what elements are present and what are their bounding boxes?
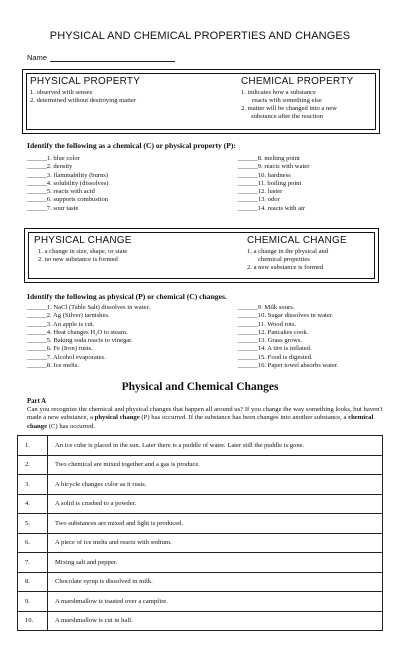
question-2: Identify the following as physical (P) or chemical (C) changes. [27,292,227,301]
table-row [18,494,383,514]
part-instructions [27,406,383,431]
list-item[interactable]: ______14. A tire is inflated. [238,345,312,353]
physical-change-term: physical change [94,414,140,422]
list-item[interactable]: ______12. Pancakes cook. [238,328,309,336]
list-item[interactable]: ______15. Food is digested. [238,353,313,361]
row-number: 2. [18,455,48,475]
table-row [18,533,383,553]
list-item[interactable]: ______8. Ice melts. [27,362,80,370]
list-item[interactable]: ______9. Milk sours. [238,304,295,311]
row-number: 1. [18,436,48,456]
chemical-property-item: substance after the reaction [251,113,323,121]
row-number: 7. [18,553,48,573]
page-title: PHYSICAL AND CHEMICAL PROPERTIES AND CHANGES [49,30,351,42]
physical-property-heading: PHYSICAL PROPERTY [30,76,141,87]
list-item[interactable]: ______7. sour taste [27,204,79,212]
table-row [18,455,383,475]
section-title: Physical and Chemical Changes [121,381,279,393]
table-row [18,592,383,612]
row-statement: An ice cube is placed in the sun. Later there is a puddle of water. Later still the puddle is gone. [48,436,383,456]
part-label: Part A [27,398,47,405]
row-statement: A piece of ice melts and reacts with sodium. [48,533,383,553]
name-field[interactable] [27,53,175,62]
chemical-property-heading: CHEMICAL PROPERTY [241,76,354,87]
table-row [18,611,383,631]
list-item[interactable]: ______13. odor [238,196,280,204]
property-list-left [27,155,109,213]
list-item[interactable]: ______5. reacts with acid [27,188,95,196]
list-item[interactable]: ______13. Grass grows. [238,337,303,345]
list-item[interactable]: ______9. reacts with water [238,163,310,171]
row-statement: Two substances are mixed and light is produced. [48,514,383,534]
row-statement: Two chemical are mixed together and a gas is produce. [48,455,383,475]
chemical-property-item: 2. matter will be changed into a new [241,105,337,113]
list-item[interactable]: ______6. Fe (Iron) rusts. [27,345,93,353]
row-statement: A marshmallow is toasted over a campfire. [48,592,383,612]
row-number: 4. [18,494,48,514]
row-statement: Mixing salt and pepper. [48,553,383,573]
table-row [18,436,383,456]
instruction-text: (P) has occurred. If the substance has been changes into another substance, a [139,414,349,422]
physical-property-item: 1. observed with senses [30,89,93,96]
name-blank-line [50,54,175,62]
list-item[interactable]: ______14. reacts with air [238,204,306,212]
chemical-property-definition [241,89,337,121]
table-row [18,553,383,573]
list-item[interactable]: ______3. flammability (burns) [27,171,109,179]
row-number: 3. [18,475,48,495]
property-list-right [238,155,309,213]
list-item[interactable]: ______2. density [27,163,73,171]
row-number: 6. [18,533,48,553]
chemical-change-item: 2. a new substance is formed [247,264,324,272]
list-item[interactable]: ______1. blue color [27,155,80,162]
list-item[interactable]: ______7. Alcohol evaporates. [27,353,106,361]
list-item[interactable]: ______5. Baking soda reacts to vinegar. [27,337,133,345]
list-item[interactable]: ______11. boiling point [238,179,302,187]
physical-change-item: 2. no new substance is formed [38,256,118,264]
list-item[interactable]: ______16. Paper towel absorbs water. [238,362,339,370]
physical-change-heading: PHYSICAL CHANGE [34,235,132,246]
physical-property-item: 2. determined without destroying matter [30,97,137,105]
chemical-change-term: chemical change [27,414,374,430]
chemical-change-item: 1. a change in the physical and [247,248,329,255]
table-row [18,475,383,495]
list-item[interactable]: ______1. NaCl (Table Salt) dissolves in water. [27,304,150,311]
changes-table [17,435,383,631]
instruction-text: Can you recognize the chemical and physical changes that happen all around us? If you change the way something looks, but haven't made a new substance, a [27,406,383,422]
table-row [18,514,383,534]
list-item[interactable]: ______12. luster [238,188,283,196]
question-1: Identify the following as a chemical (C) or physical property (P): [27,141,236,150]
table-row [18,572,383,592]
physical-change-definition [38,248,127,264]
row-statement: Chocolate syrup is dissolved in milk. [48,572,383,592]
chemical-property-item: reacts with something else [252,97,322,105]
chemical-change-heading: CHEMICAL CHANGE [247,235,347,246]
list-item[interactable]: ______6. supports combustion [27,196,109,204]
instruction-text: (C) has occurred. [47,422,95,430]
list-item[interactable]: ______4. solubility (dissolves) [27,179,109,187]
chemical-change-item: chemical properties [258,256,310,264]
row-number: 8. [18,572,48,592]
list-item[interactable]: ______10. hardness [238,171,291,179]
change-list-right [238,304,338,370]
list-item[interactable]: ______10. Sugar dissolves in water. [238,312,334,320]
chemical-change-definition [247,248,328,272]
chemical-property-item: 1. indicates how a substance [241,89,316,96]
change-list-left [27,304,150,370]
row-statement: A marshmallow is cut in half. [48,611,383,631]
physical-change-item: 1. a change in size, shape, or state [38,248,128,255]
row-number: 5. [18,514,48,534]
name-label: Name [27,53,48,62]
list-item[interactable]: ______8. melting point [238,155,300,162]
row-statement: A bicycle changes color as it rusts. [48,475,383,495]
list-item[interactable]: ______2. Ag (Silver) tarnishes. [27,312,110,320]
physical-property-definition [30,89,136,105]
row-number: 9. [18,592,48,612]
list-item[interactable]: ______11. Wood rots. [238,320,297,328]
list-item[interactable]: ______3. An apple is cut. [27,320,95,328]
list-item[interactable]: ______4. Heat changes H₂O to steam. [27,328,128,336]
row-number: 10. [18,611,48,631]
row-statement: A solid is crushed to a powder. [48,494,383,514]
